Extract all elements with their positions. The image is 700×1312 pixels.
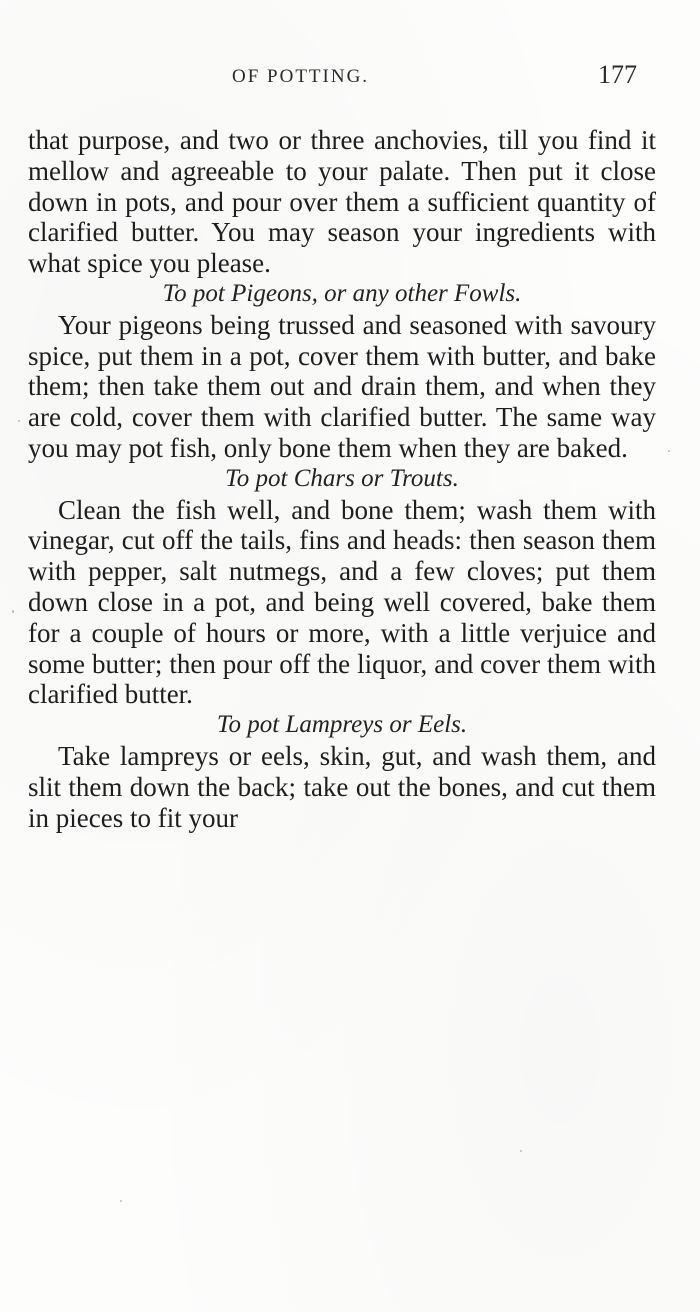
- page-body: [28, 125, 656, 833]
- paper-speck: [12, 610, 14, 613]
- paper-speck: [668, 450, 670, 452]
- running-head: OF POTTING.: [232, 66, 370, 87]
- recipe-text-lampreys: Take lampreys or eels, skin, gut, and wash them, and slit them down the back; take out the bones, and cut them in pieces to fit your: [28, 740, 656, 833]
- paragraph-continued: that purpose, and two or three anchovies, till you find it mellow and agreeable to your palate. Then put it close down in pots, and pour over them a sufficient quantity of clarified butter. You may season your ingredients with what spice you please.: [28, 125, 656, 279]
- paper-speck: [640, 330, 642, 332]
- recipe-heading-chars: To pot Chars or Trouts.: [225, 464, 459, 492]
- recipe-heading-lampreys: To pot Lampreys or Eels.: [216, 711, 468, 739]
- recipe-text-chars: Clean the fish well, and bone them; wash them with vinegar, cut off the tails, fins and heads: then season them with pepper, salt nutmegs, and a few cloves; put them down close in a pot, and being well covered, bake them for a couple of hours or more, with a little verjuice and some butter; then pour off the liquor, and cover them with clarified butter.: [28, 494, 656, 710]
- recipe-heading-pigeons: To pot Pigeons, or any other Fowls.: [162, 279, 522, 307]
- recipe-text-pigeons: Your pigeons being trussed and seasoned with savoury spice, put them in a pot, cover them with butter, and bake them; then take them out and drain them, and when they are cold, cover them with clarified butter. The same way you may pot fish, only bone them when they are baked.: [28, 309, 656, 463]
- page-number: 177: [598, 60, 637, 89]
- paper-speck: [18, 420, 20, 422]
- paper-speck: [520, 1150, 522, 1152]
- paper-speck: [120, 1200, 122, 1202]
